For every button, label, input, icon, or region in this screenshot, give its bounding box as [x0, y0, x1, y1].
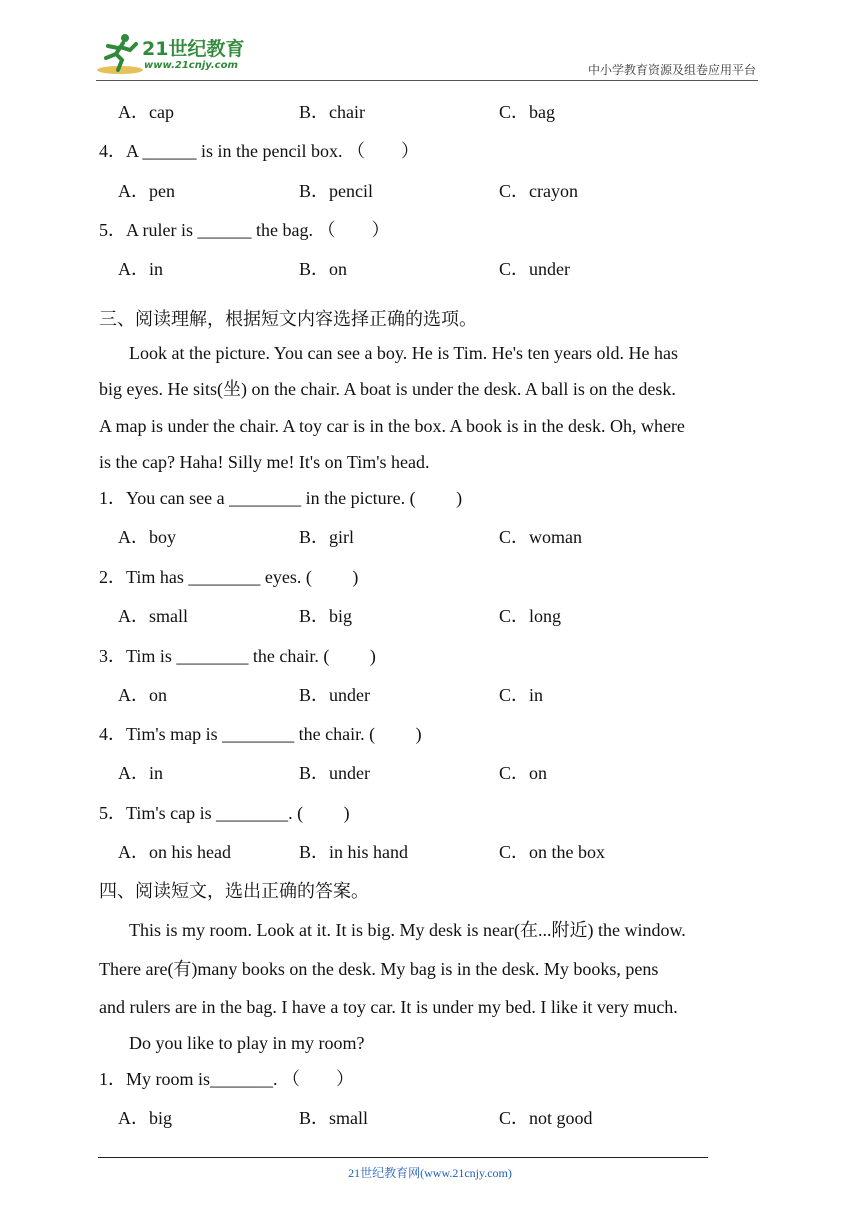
option-a: A．on his head: [118, 842, 231, 862]
option-c: C．in: [499, 685, 544, 705]
option-a: A．boy: [118, 527, 176, 547]
option-c: C．not good: [499, 1108, 593, 1128]
runner-logo-icon: [96, 30, 144, 76]
option-c: C．long: [499, 606, 562, 626]
footer-divider: [98, 1157, 708, 1158]
passage-line: There are(有)many books on the desk. My bag is in the desk. My books, pens: [99, 959, 659, 979]
page-header: [96, 30, 760, 80]
passage-line: This is my room. Look at it. It is big. My desk is near(在...附近) the window.: [129, 920, 686, 940]
option-c: C．on the box: [499, 842, 605, 862]
option-b: B．in his hand: [299, 842, 409, 862]
question: 3．Tim is ________ the chair. ( ): [99, 646, 376, 666]
option-b: B．on: [299, 259, 348, 279]
question: 1．You can see a ________ in the picture. ( ): [99, 488, 463, 508]
option-a: A．cap: [118, 102, 174, 122]
passage-line: big eyes. He sits(坐) on the chair. A boat is under the desk. A ball is on the desk.: [99, 379, 676, 399]
passage-line: and rulers are in the bag. I have a toy car. It is under my bed. I like it very much.: [99, 997, 678, 1017]
question: 2．Tim has ________ eyes. ( ): [99, 567, 359, 587]
option-c: C．on: [499, 763, 548, 783]
option-a: A．on: [118, 685, 167, 705]
option-a: A．in: [118, 763, 163, 783]
option-a: A．pen: [118, 181, 175, 201]
header-platform-text: 中小学教育资源及组卷应用平台: [587, 63, 756, 77]
passage-line: Look at the picture. You can see a boy. He is Tim. He's ten years old. He has: [129, 343, 678, 363]
option-b: B．small: [299, 1108, 369, 1128]
question: 4．A ______ is in the pencil box. （ ）: [99, 141, 419, 161]
passage-line: A map is under the chair. A toy car is in the box. A book is in the desk. Oh, where: [99, 416, 685, 436]
option-b: B．chair: [299, 102, 365, 122]
passage-line: is the cap? Haha! Silly me! It's on Tim's head.: [99, 452, 430, 472]
question: 5．A ruler is ______ the bag. （ ）: [99, 220, 390, 240]
option-b: B．pencil: [299, 181, 373, 201]
question: 4．Tim's map is ________ the chair. ( ): [99, 724, 422, 744]
passage-line: Do you like to play in my room?: [129, 1033, 365, 1053]
option-a: A．big: [118, 1108, 172, 1128]
option-b: B．under: [299, 685, 370, 705]
section-title: 四、阅读短文，选出正确的答案。: [99, 881, 369, 901]
option-c: C．bag: [499, 102, 555, 122]
footer-text: 21世纪教育网(www.21cnjy.com): [348, 1166, 512, 1180]
section-title: 三、阅读理解，根据短文内容选择正确的选项。: [99, 309, 477, 329]
option-a: A．small: [118, 606, 188, 626]
option-b: B．under: [299, 763, 370, 783]
option-b: B．big: [299, 606, 353, 626]
logo-url: www.21cnjy.com: [144, 60, 238, 71]
option-c: C．woman: [499, 527, 582, 547]
question: 5．Tim's cap is ________. ( ): [99, 803, 350, 823]
option-a: A．in: [118, 259, 163, 279]
option-b: B．girl: [299, 527, 355, 547]
header-divider: [96, 80, 758, 81]
question: 1．My room is_______. （ ）: [99, 1069, 355, 1089]
logo: [96, 30, 266, 78]
option-c: C．under: [499, 259, 570, 279]
logo-text: 21世纪教育: [142, 38, 245, 60]
option-c: C．crayon: [499, 181, 578, 201]
